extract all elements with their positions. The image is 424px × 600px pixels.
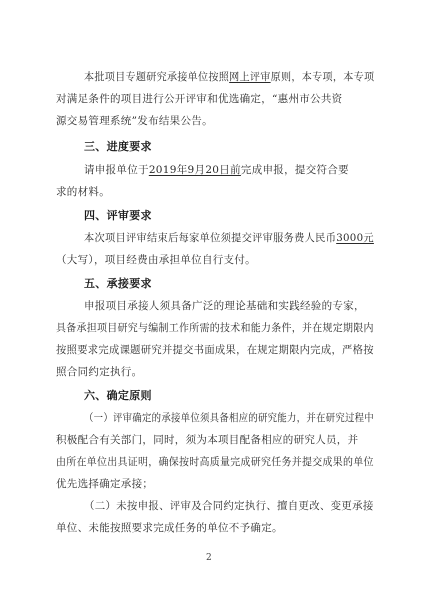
intro-text: 源交易管理系统”发布结果公告。 — [56, 115, 213, 127]
s5-line-3: 按照要求完成课题研究并提交书面成果，在规定期限内完成，严格按 — [56, 344, 374, 356]
intro-text: 对满足条件的项目进行公开评审和优选确定，“惠州市公共资 — [56, 93, 343, 105]
review-method: 网上评审 — [229, 71, 271, 83]
intro-text: 本批项目专题研究承接单位按照 — [84, 71, 230, 83]
s6-line-3: 由所在单位出具证明，确保按时高质量完成研究任务并提交成果的单位 — [56, 456, 374, 468]
section-heading-undertaking: 五、承接要求 — [84, 277, 152, 290]
s6-line-1: （一）评审确定的承接单位须具备相应的研究能力，并在研究过程中 — [84, 412, 374, 424]
s3-line-2: 求的材料。 — [56, 186, 110, 198]
page-number: 2 — [206, 553, 212, 563]
section-heading-review: 四、评审要求 — [84, 209, 152, 222]
s6-line-2: 积极配合有关部门，同时，须为本项目配备相应的研究人员，并 — [56, 434, 359, 446]
s5-line-2: 具备承担项目研究与编制工作所需的技术和能力条件，并在规定期限内 — [56, 322, 374, 334]
s4-line-1: 本次项目评审结束后每家单位须提交评审服务费人民币3000元 — [84, 232, 374, 244]
intro-line-2 — [56, 92, 342, 106]
intro-line-1 — [84, 70, 374, 84]
fee-amount: 3000元 — [336, 232, 374, 244]
intro-text: 原则，本专项，本专项 — [270, 71, 375, 83]
s4-line-2: （大写），项目经费由承担单位自行支付。 — [56, 254, 256, 266]
section-heading-principles: 六、确定原则 — [84, 389, 152, 402]
s5-line-4: 照合同约定执行。 — [56, 366, 143, 378]
s6-line-5: （二）未按申报、评审及合同约定执行、擅自更改、变更承接 — [84, 500, 374, 512]
intro-line-3 — [56, 114, 213, 128]
s5-line-1: 申报项目承接人须具备广泛的理论基础和实践经验的专家， — [84, 300, 365, 312]
section-heading-progress: 三、进度要求 — [84, 140, 152, 153]
s6-line-6: 单位、未能按照要求完成任务的单位不予确定。 — [56, 522, 283, 534]
deadline-date: 2019年9月20日前 — [148, 164, 241, 176]
s3-line-1: 请申报单位于2019年9月20日前完成申报，提交符合要 — [84, 164, 349, 176]
s6-line-4: 优先选择确定承接； — [56, 478, 154, 490]
